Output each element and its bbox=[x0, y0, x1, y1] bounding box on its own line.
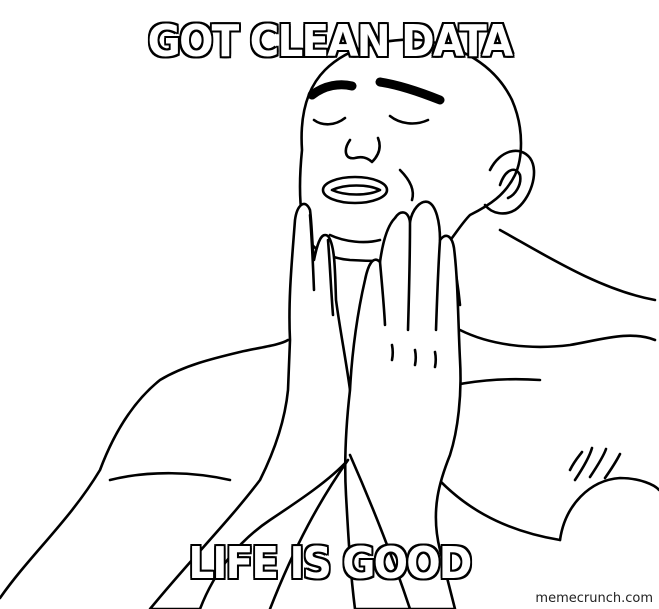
arm-hair-4 bbox=[570, 452, 582, 470]
top-caption: GOT CLEAN DATA bbox=[147, 16, 512, 67]
right-knuckle-2 bbox=[415, 350, 416, 365]
arm-hair-3 bbox=[605, 454, 620, 478]
right-shoulder-back bbox=[500, 230, 655, 300]
right-lower-torso bbox=[430, 470, 560, 540]
torso-right-line bbox=[460, 330, 655, 347]
arm-hair-2 bbox=[590, 449, 606, 477]
right-knuckle-3 bbox=[435, 352, 436, 367]
watermark: memecrunch.com bbox=[535, 591, 653, 606]
left-arm-inner-line bbox=[110, 473, 230, 480]
chest-line bbox=[455, 379, 540, 385]
right-knuckle-1 bbox=[392, 345, 393, 360]
bottom-caption: LIFE IS GOOD bbox=[188, 538, 471, 589]
right-arm-bump bbox=[560, 478, 659, 540]
arm-hair-1 bbox=[575, 448, 592, 480]
